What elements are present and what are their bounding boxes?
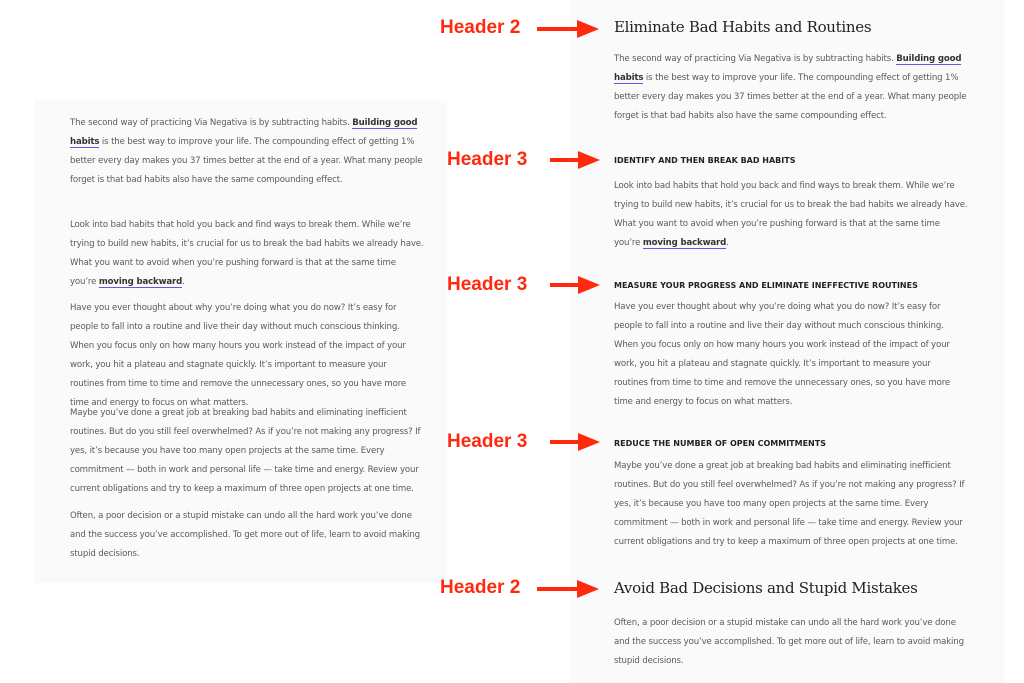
annotation-label: Header 3 xyxy=(447,274,528,295)
text-segment: yes, it’s because you have too many open projects at the same time. Every xyxy=(614,499,929,509)
text-segment: Have you ever thought about why you’re doing what you do now? It’s easy for xyxy=(614,302,941,312)
text-segment: better every day makes you 37 times better at the end of a year. What many people xyxy=(614,92,967,102)
inline-link[interactable]: habits xyxy=(614,73,644,83)
text-segment: The second way of practicing Via Negativa is by subtracting habits. xyxy=(614,54,897,64)
text-line xyxy=(70,152,430,171)
text-line xyxy=(70,337,430,356)
text-segment: Look into bad habits that hold you back and find ways to break them. While we’re xyxy=(70,220,411,230)
right-paragraph xyxy=(614,614,994,671)
text-segment: work, you hit a plateau and stagnate quickly. It’s important to measure your xyxy=(70,360,387,370)
text-segment: and the success you’ve accomplished. To get more out of life, learn to avoid making xyxy=(70,530,420,540)
text-segment: yes, it’s because you have too many open projects at the same time. Every xyxy=(70,446,385,456)
text-line xyxy=(70,171,430,190)
text-line xyxy=(614,457,994,476)
arrow-right-icon xyxy=(550,151,600,169)
text-line xyxy=(70,375,430,394)
text-segment: stupid decisions. xyxy=(614,656,684,666)
annotation-label: Header 3 xyxy=(447,431,528,452)
text-line xyxy=(614,393,994,412)
text-line xyxy=(614,614,994,633)
text-segment: Maybe you’ve done a great job at breaking bad habits and eliminating inefficient xyxy=(70,408,407,418)
header-2-heading: Eliminate Bad Habits and Routines xyxy=(614,18,872,36)
text-segment: is the best way to improve your life. The compounding effect of getting 1% xyxy=(99,137,415,147)
text-line xyxy=(614,215,994,234)
right-paragraph xyxy=(614,298,994,412)
header-3-heading: IDENTIFY AND THEN BREAK BAD HABITS xyxy=(614,156,796,165)
text-line xyxy=(70,442,430,461)
text-line xyxy=(70,507,430,526)
text-line xyxy=(70,299,430,318)
text-line xyxy=(614,336,994,355)
inline-link[interactable]: moving backward xyxy=(98,277,183,287)
text-segment: stupid decisions. xyxy=(70,549,140,559)
text-line xyxy=(70,114,430,133)
text-segment: forget is that bad habits also have the same compounding effect. xyxy=(614,111,887,121)
text-line xyxy=(70,133,430,152)
inline-link[interactable]: habits xyxy=(70,137,100,147)
left-paragraph xyxy=(70,216,430,292)
text-segment: . xyxy=(726,238,729,248)
left-paragraph xyxy=(70,507,430,564)
header-2-heading: Avoid Bad Decisions and Stupid Mistakes xyxy=(614,579,918,597)
text-line xyxy=(614,196,994,215)
text-segment: commitment — both in work and personal life — take time and energy. Review your xyxy=(614,518,963,528)
text-line xyxy=(614,476,994,495)
text-line xyxy=(614,298,994,317)
text-line xyxy=(70,273,430,292)
text-line xyxy=(70,404,430,423)
header-3-heading: REDUCE THE NUMBER OF OPEN COMMITMENTS xyxy=(614,439,826,448)
annotation-label: Header 3 xyxy=(447,149,528,170)
text-segment: trying to build new habits, it’s crucial for us to break the bad habits we already have. xyxy=(614,200,968,210)
text-line xyxy=(614,533,994,552)
header-3-heading: MEASURE YOUR PROGRESS AND ELIMINATE INEFFECTIVE ROUTINES xyxy=(614,281,918,290)
text-segment: you’re xyxy=(70,277,99,287)
right-paragraph xyxy=(614,50,994,126)
right-paragraph xyxy=(614,457,994,552)
text-line xyxy=(70,526,430,545)
text-line xyxy=(70,461,430,480)
text-line xyxy=(614,495,994,514)
text-segment: Look into bad habits that hold you back and find ways to break them. While we’re xyxy=(614,181,955,191)
text-line xyxy=(70,235,430,254)
text-segment: current obligations and try to keep a maximum of three open projects at one time. xyxy=(614,537,958,547)
text-segment: routines. But do you still feel overwhelmed? As if you’re not making any progress? If xyxy=(70,427,421,437)
left-paragraph xyxy=(70,404,430,499)
text-line xyxy=(70,356,430,375)
text-segment: routines. But do you still feel overwhelmed? As if you’re not making any progress? If xyxy=(614,480,965,490)
text-line xyxy=(614,177,994,196)
text-segment: forget is that bad habits also have the same compounding effect. xyxy=(70,175,343,185)
text-segment: Often, a poor decision or a stupid mistake can undo all the hard work you’ve done xyxy=(70,511,412,521)
text-line xyxy=(70,318,430,337)
text-line xyxy=(70,480,430,499)
text-line xyxy=(70,216,430,235)
text-segment: Maybe you’ve done a great job at breaking bad habits and eliminating inefficient xyxy=(614,461,951,471)
text-segment: people to fall into a routine and live their day without much conscious thinking. xyxy=(614,321,944,331)
text-segment: better every day makes you 37 times better at the end of a year. What many people xyxy=(70,156,423,166)
arrow-right-icon xyxy=(537,580,599,598)
text-segment: When you focus only on how many hours you work instead of the impact of your xyxy=(70,341,406,351)
text-line xyxy=(614,633,994,652)
text-segment: trying to build new habits, it’s crucial for us to break the bad habits we already have. xyxy=(70,239,424,249)
left-paragraph xyxy=(70,299,430,413)
annotation-label: Header 2 xyxy=(440,17,521,38)
text-line xyxy=(614,355,994,374)
text-line xyxy=(614,652,994,671)
text-segment: The second way of practicing Via Negativa is by subtracting habits. xyxy=(70,118,353,128)
left-paragraph xyxy=(70,114,430,190)
text-segment: routines from time to time and remove the unnecessary ones, so you have more xyxy=(70,379,407,389)
text-segment: What you want to avoid when you’re pushing forward is that at the same time xyxy=(70,258,396,268)
text-segment: When you focus only on how many hours you work instead of the impact of your xyxy=(614,340,950,350)
text-segment: and the success you’ve accomplished. To get more out of life, learn to avoid making xyxy=(614,637,964,647)
text-segment: Often, a poor decision or a stupid mistake can undo all the hard work you’ve done xyxy=(614,618,956,628)
text-line xyxy=(614,88,994,107)
annotation-label: Header 2 xyxy=(440,577,521,598)
text-segment: . xyxy=(182,277,185,287)
text-segment: Have you ever thought about why you’re doing what you do now? It’s easy for xyxy=(70,303,397,313)
text-line xyxy=(614,69,994,88)
text-line xyxy=(70,423,430,442)
text-segment: commitment — both in work and personal life — take time and energy. Review your xyxy=(70,465,419,475)
text-segment: time and energy to focus on what matters. xyxy=(70,398,249,408)
text-segment: you’re xyxy=(614,238,643,248)
arrow-right-icon xyxy=(550,276,600,294)
text-segment: current obligations and try to keep a maximum of three open projects at one time. xyxy=(70,484,414,494)
arrow-right-icon xyxy=(550,433,600,451)
text-segment: people to fall into a routine and live their day without much conscious thinking. xyxy=(70,322,400,332)
text-segment: work, you hit a plateau and stagnate quickly. It’s important to measure your xyxy=(614,359,931,369)
text-line xyxy=(614,50,994,69)
inline-link[interactable]: Building good xyxy=(352,118,418,128)
text-segment: is the best way to improve your life. The compounding effect of getting 1% xyxy=(643,73,959,83)
inline-link[interactable]: Building good xyxy=(896,54,962,64)
text-segment: routines from time to time and remove the unnecessary ones, so you have more xyxy=(614,378,951,388)
text-line xyxy=(70,254,430,273)
text-line xyxy=(614,374,994,393)
inline-link[interactable]: moving backward xyxy=(642,238,727,248)
text-segment: What you want to avoid when you’re pushing forward is that at the same time xyxy=(614,219,940,229)
text-line xyxy=(614,234,994,253)
text-line xyxy=(614,317,994,336)
arrow-right-icon xyxy=(537,20,599,38)
text-segment: time and energy to focus on what matters. xyxy=(614,397,793,407)
right-paragraph xyxy=(614,177,994,253)
text-line xyxy=(614,107,994,126)
text-line xyxy=(614,514,994,533)
text-line xyxy=(70,545,430,564)
